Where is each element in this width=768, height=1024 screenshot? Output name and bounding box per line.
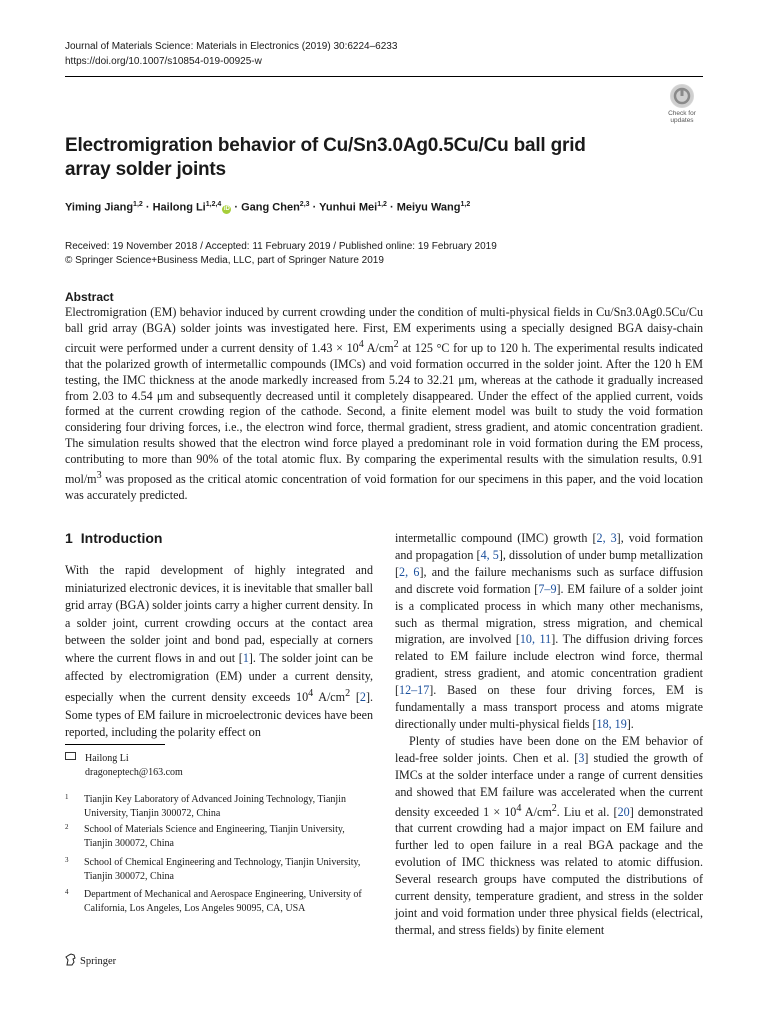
affiliation-number: 2 [65,823,69,831]
author-name[interactable]: Gang Chen [241,201,300,214]
paragraph [395,733,703,939]
author-separator: · [234,201,239,214]
publisher-name: Springer [80,956,117,967]
doi-link[interactable]: https://doi.org/10.1007/s10854-019-00925-w [65,56,262,67]
body-text: ]. The solder joint can be affected by electromigration (EM) under a current density, especially when the current density exceeds 10 [65,650,374,705]
affiliation-text: Tianjin Key Laboratory of Advanced Joining Technology, Tianjin University, Tianjin 300072, China [84,794,346,819]
check-badge-label-2: updates [670,117,694,124]
paper-title: Electromigration behavior of Cu/Sn3.0Ag0.5Cu/Cu ball grid array solder joints [65,135,586,180]
section-number: 1 [65,530,73,546]
orcid-icon[interactable]: iD [223,205,230,212]
affiliation-text: School of Chemical Engineering and Technology, Tianjin University, Tianjin 300072, China [84,857,361,882]
superscript: 2 [551,802,557,814]
body-column-left [65,562,373,742]
superscript: 4 [516,802,522,814]
body-text: ], void formation and propagation [ [395,531,703,562]
citation-link[interactable]: 2 [359,690,366,705]
body-text: ]. Some types of EM failure in microelectronic devices have been reported, including the polarity effect on [65,690,373,740]
affiliation-number: 4 [65,888,69,896]
paragraph [395,530,703,733]
superscript: 2 [345,688,351,700]
body-text: ] demonstrated that current crowding had a major impact on EM failure and further led to open failure in a real BGA package and the evolution of IMC thickness was related to atomic diffusion. Several research groups have computed the distributions of current density, temperature gradient, and stress in the solder joint and void formation under three physical fields (electrical, thermal, and stress fields) by finite element [395,804,703,937]
citation-link[interactable]: 7–9 [538,581,557,596]
body-text: ]. EM failure of a solder joint is a complicated process in which many other mechanisms, such as thermal migration, stress migration, and chemical migration, are involved [ [395,581,703,647]
corresponding-author-email[interactable]: dragoneptech@163.com [85,767,183,778]
body-text: A/cm [313,690,346,705]
author-affiliation-ref: 1,2 [377,201,387,208]
check-for-updates-icon [670,84,694,108]
author-name[interactable]: Meiyu Wang [396,201,461,214]
body-text: intermetallic compound (IMC) growth [ [395,531,597,545]
footnote-rule [65,744,165,745]
citation-link[interactable]: 18, 19 [596,716,627,731]
affiliation-number: 1 [65,793,69,801]
superscript: 2 [393,338,399,350]
body-text: ]. Based on these four driving forces, EM is fundamentally a mass transport process and atoms migrate directionally under multi-physical fields [ [395,683,703,731]
citation-link[interactable]: 10, 11 [519,632,552,647]
affiliation-number: 3 [65,856,69,864]
copyright-line: © Springer Science+Business Media, LLC, part of Springer Nature 2019 [65,255,384,266]
corresponding-author-name: Hailong Li [85,753,129,764]
affiliation-text: Department of Mechanical and Aerospace Engineering, University of California, Los Angeles, Los Angeles 90095, CA, USA [84,889,362,914]
body-text: ], dissolution of under bump metallization [ [395,547,703,579]
affiliation-text: School of Materials Science and Engineering, Tianjin University, Tianjin 300072, China [84,824,345,849]
citation-link[interactable]: 3 [578,750,585,765]
body-text: ]. The diffusion driving forces related to EM failure include electron wind force, thermal gradient, stress gradient, and atomic concentration gradient [ [395,632,703,698]
affiliation [65,888,365,915]
author-name[interactable]: Yiming Jiang [65,201,134,214]
body-text: ], and the failure mechanisms such as surface diffusion and discrete void formation [ [395,564,704,596]
citation-link[interactable]: 12–17 [399,683,430,698]
header-rule [65,76,703,77]
body-text: Plenty of studies have been done on the EM behavior of lead-free solder joints. Chen et al. [ [395,733,703,765]
abstract-text-segment: A/cm [363,340,394,355]
citation-link[interactable]: 20 [617,804,630,819]
body-text: [ [350,690,360,705]
history-dates: Received: 19 November 2018 / Accepted: 11 February 2019 / Published online: 19 February 2019 [65,241,497,252]
body-text: With the rapid development of highly integrated and miniaturized electronic devices, it is inevitable that smaller ball grid array (BGA) solder joints carry a higher current density. In a solder joint, current crowding occurs at the contact area between the solder joint and bond pad, especially at corners where the current flows in and out [ [65,563,373,665]
author-affiliation-ref: 1,2,4 [205,201,222,208]
body-column-right [395,530,703,939]
author-name[interactable]: Yunhui Mei [319,201,378,214]
springer-horse-icon [65,953,77,969]
superscript: 3 [96,470,102,482]
superscript: 4 [358,338,364,350]
author-name[interactable]: Hailong Li [152,201,206,214]
body-text: ]. [626,716,634,731]
author-list [65,201,470,214]
abstract-text-segment: at 125 °C for up to 120 h. The experimental results indicated that the polarized growth of intermetallic compounds (IMCs) and void formation occurred in the solder joint. After the 120 h EM testing, the IMC thickness at the anode markedly increased from 5.24 to 32.21 μm, whereas at the cathode it gradually increased from 2.03 to 4.54 μm and subsequently decreased until it completely disappeared. Under the effect of the applied current, voids formed at the current crowding region of the cathode. Second, a finite element model was built to study the void formation considering four driving forces, i.e., the electron wind force, thermal gradient, stress gradient, and atomic concentration gradient. The simulation results showed that the electron wind force played a predominant role in void formation during the EM process, contributing to more than 90% of the total atomic flux. By comparing the experimental results with the simulation results, 0.91 mol/m [65,340,703,487]
check-badge-label-1: Check for [668,110,696,117]
journal-citation: Journal of Materials Science: Materials in Electronics (2019) 30:6224–6233 [65,41,398,52]
corresponding-author [65,752,183,780]
body-text: . Liu et al. [ [556,804,618,819]
author-affiliation-ref: 1,2 [133,201,143,208]
body-text: ] studied the growth of IMCs at the solder interface under a range of current densities and showed that EM failure was accelerated when the current density exceeded 1 × 10 [395,750,703,819]
check-for-updates-badge[interactable] [660,84,704,124]
affiliation [65,856,365,883]
citation-link[interactable]: 4, 5 [480,547,499,562]
abstract-text-segment: Electromigration (EM) behavior induced by current crowding under the condition of multi-physical fields in Cu/Sn3.0Ag0.5Cu/Cu ball grid array (BGA) solder joints was investigated here. First, EM experiments using a specially designed BGA daisy-chain circuit were performed under a current density of 1.43 × 10 [65,305,703,355]
abstract-text [65,305,703,504]
page-footer [65,953,116,969]
abstract-heading: Abstract [65,290,114,304]
citation-link[interactable]: 1 [242,650,249,665]
author-affiliation-ref: 2,3 [299,201,310,208]
section-title: Introduction [80,530,163,546]
citation-link[interactable]: 2, 6 [399,564,420,579]
citation-link[interactable]: 2, 3 [596,531,617,545]
section-heading [65,530,162,546]
envelope-icon [65,752,76,760]
abstract-text-segment: was proposed as the critical atomic concentration of void formation for our specimens in this paper, and the void location was accurately predicted. [65,472,703,503]
author-separator: · [145,201,150,214]
publication-dates [65,240,497,268]
affiliation [65,823,365,850]
superscript: 4 [308,688,314,700]
author-separator: · [312,201,317,214]
author-separator: · [389,201,394,214]
affiliation [65,793,365,820]
body-text: A/cm [521,804,552,819]
journal-header [65,39,397,69]
author-affiliation-ref: 1,2 [460,201,471,208]
